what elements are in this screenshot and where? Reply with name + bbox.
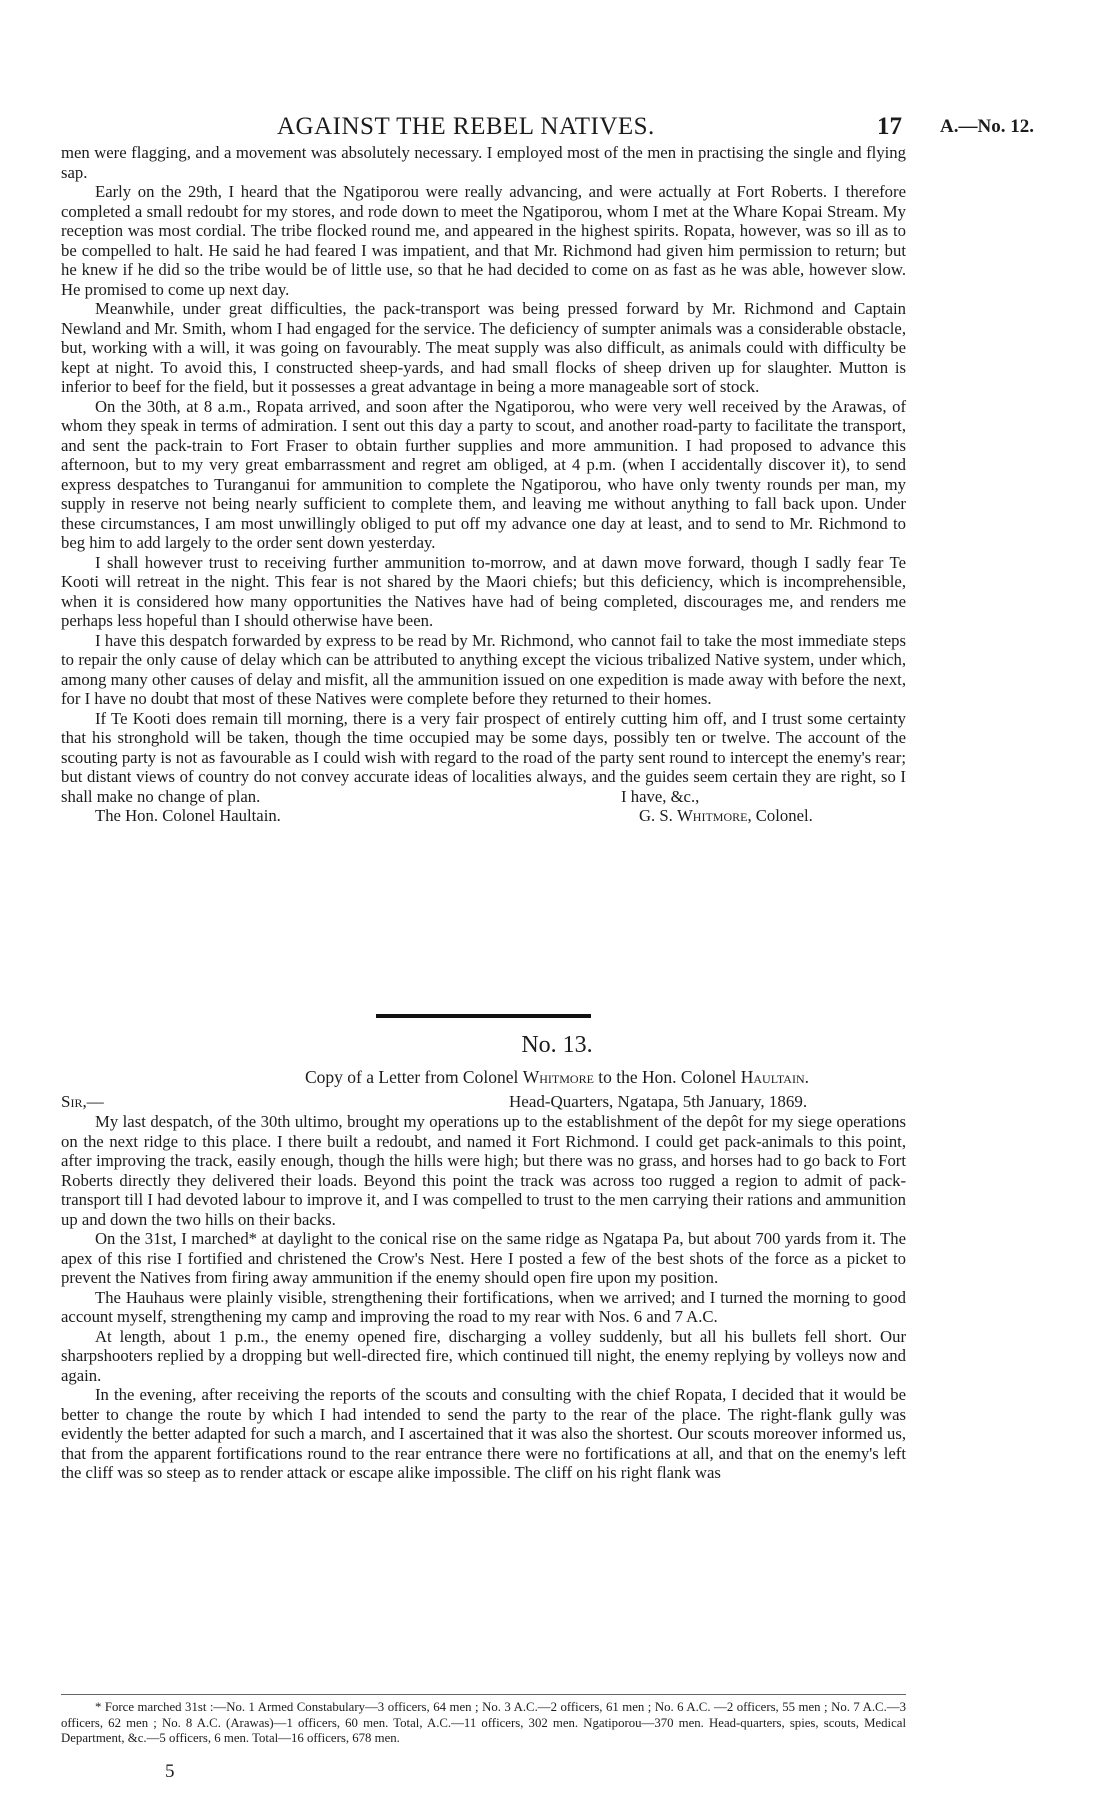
letter-13-paragraph: On the 31st, I marched* at daylight to the conical rise on the same ridge as Ngatapa Pa, but about 700 yards from it. The apex of this rise I fortified and christened the Crow's Nest. Here I posted a few of the best shots of the force as a picket to prevent the Natives from firing away ammunition if the enemy should open fire upon my position. bbox=[61, 1229, 906, 1287]
section-divider bbox=[376, 1014, 591, 1018]
salutation: Sir,— bbox=[61, 1092, 104, 1111]
page-header bbox=[0, 113, 1114, 147]
letter-12-paragraph: Early on the 29th, I heard that the Ngatiporou were really advancing, and were actually at Fort Roberts. I therefore completed a small redoubt for my stores, and rode down to meet the Ngatiporou, whom I met at the Whare Kopai Stream. My reception was most cordial. The tribe flocked round me, and appeared in the highest spirits. Ropata, however, was so ill as to be compelled to halt. He said he had feared I was impatient, and that Mr. Richmond had given him permission to return; but he knew if he did so the tribe would be of little use, so that he had decided to come on as fast as he was able, however slow. He promised to come up next day. bbox=[61, 182, 906, 299]
footnote-text: * Force marched 31st :—No. 1 Armed Constabulary—3 officers, 64 men ; No. 3 A.C.—2 officers, 61 men ; No. 6 A.C. —2 officers, 55 men ; No. 7 A.C.—3 officers, 62 men ; No. 8 A.C. (Arawas)—1 officers, 60 men. Total, A.C.—11 officers, 302 men. Ngatiporou—370 men. Head-quarters, spies, scouts, Medical Department, &c.—5 officers, 6 men. Total—16 officers, 678 men. bbox=[61, 1700, 906, 1745]
running-title: AGAINST THE REBEL NATIVES. bbox=[277, 113, 655, 140]
letter-number-heading: No. 13. bbox=[521, 1032, 593, 1058]
letter-13-paragraph: My last despatch, of the 30th ultimo, brought my operations up to the establishment of the depôt for my siege operations on the next ridge to this place. I there built a redoubt, and named it Fort Richmond. I could get pack-animals to this point, after improving the track, easily enough, though the hills were high; but there was no grass, and horses had to go back to Fort Roberts directly they delivered their loads. Beyond this point the track was across too rugged a region to admit of pack-transport till I had devoted labour to improve it, and I was compelled to trust to the men carrying their rations and ammunition up and down the two hills on their backs. bbox=[61, 1112, 906, 1229]
footnote-rule bbox=[61, 1694, 906, 1695]
sheet-signature-mark: 5 bbox=[165, 1761, 175, 1782]
letter-12-paragraph: I have this despatch forwarded by express to be read by Mr. Richmond, who cannot fail to take the most immediate steps to repair the only cause of delay which can be attributed to anything except the vicious tribalized Native system, under which, among many other causes of delay and misfit, all the ammunition issued on one expedition is made away with before the next, for I have no doubt that most of these Natives were complete before they returned to their homes. bbox=[61, 630, 906, 708]
page-number: 17 bbox=[877, 113, 902, 140]
letter-title-to: Haultain. bbox=[740, 1067, 809, 1087]
letter-title bbox=[0, 1067, 1114, 1088]
letter-13-paragraph: In the evening, after receiving the reports of the scouts and consulting with the chief Ropata, I decided that it would be better to change the route by which I had intended to send the party to the rear of the place. The right-flank gully was evidently the better adapted for such a march, and I ascertained that it was also the shortest. Our scouts moreover informed us, that from the apparent fortifications round to the rear entrance there were no fortifications at all, and that on the enemy's left the cliff was so steep as to render attack or escape alike impossible. The cliff on his right flank was bbox=[61, 1385, 906, 1482]
dateline: Head-Quarters, Ngatapa, 5th January, 1869. bbox=[509, 1092, 808, 1111]
letter-13-paragraph: At length, about 1 p.m., the enemy opened fire, discharging a volley suddenly, but all his bullets fell short. Our sharpshooters replied by a dropping but well-directed fire, which continued till night, the enemy replying by volleys now and again. bbox=[61, 1326, 906, 1385]
footnote bbox=[61, 1700, 906, 1747]
letter-title-middle: to the Hon. Colonel bbox=[598, 1067, 737, 1087]
signature-initials: G. S. bbox=[639, 806, 673, 825]
letter-title-prefix: Copy of a Letter from Colonel bbox=[305, 1067, 519, 1087]
letter-12-paragraph: Meanwhile, under great difficulties, the pack-transport was being pressed forward by Mr. Richmond and Captain Newland and Mr. Smith, whom I had engaged for the service. The deficiency of sumpter animals was a considerable obstacle, but, working with a will, it was going on favourably. The meat supply was also difficult, as animals could with difficulty be kept at night. To avoid this, I constructed sheep-yards, and had small flocks of sheep driven up for slaughter. Mutton is inferior to beef for the field, but it possesses a great advantage in being a more manageable sort of stock. bbox=[61, 299, 906, 396]
signature-name: Whitmore, bbox=[677, 806, 752, 825]
letter-12-paragraph: If Te Kooti does remain till morning, there is a very fair prospect of entirely cutting him off, and I trust some certainty that his stronghold will be taken, though the time occupied may be some days, possibly ten or twelve. The account of the scouting party is not as favourable as I could wish with regard to the road of the party sent round to intercept the enemy's rear; but distant views of country do not convey accurate ideas of localities always, and the guides seem certain they are right, so I shall make no change of plan. bbox=[61, 708, 906, 806]
letter-12-paragraph: I shall however trust to receiving further ammunition to-morrow, and at dawn move forward, though I sadly fear Te Kooti will retreat in the night. This fear is not shared by the Maori chiefs; but this deficiency, which is incomprehensible, when it is considered how many opportunities the Natives have had of being completed, discourages me, and renders me perhaps less hopeful than I should otherwise have been. bbox=[61, 552, 906, 630]
letter-title-from: Whitmore bbox=[522, 1067, 594, 1087]
letter-13-paragraph: The Hauhaus were plainly visible, strengthening their fortifications, when we arrived; and I turned the morning to good account myself, strengthening my camp and improving the road to my rear with Nos. 6 and 7 A.C. bbox=[61, 1287, 906, 1326]
letter-12-body bbox=[61, 143, 906, 826]
letter-12-paragraph: men were flagging, and a movement was absolutely necessary. I employed most of the men in practising the single and flying sap. bbox=[61, 143, 906, 182]
signature-block bbox=[61, 786, 906, 826]
closing: I have, &c., bbox=[621, 786, 700, 806]
letter-12-paragraph: On the 30th, at 8 a.m., Ropata arrived, and soon after the Ngatiporou, who were very well received by the Arawas, of whom they speak in terms of admiration. I sent out this day a party to scout, and another road-party to facilitate the transport, and sent the pack-train to Fort Fraser to obtain further supplies and more ammunition. I had proposed to advance this afternoon, but to my very great embarrassment and regret am obliged, at 4 p.m. (when I accidentally discover it), to send express despatches to Turanganui for ammunition to complete the Ngatiporou, who have only twenty rounds per man, my supply in reserve not being nearly sufficient to complete them, and leaving me without anything to fall back upon. Under these circumstances, I am most unwillingly obliged to put off my advance one day at least, and to send to Mr. Richmond to beg him to add largely to the order sent down yesterday. bbox=[61, 396, 906, 552]
addressee: The Hon. Colonel Haultain. bbox=[95, 806, 281, 825]
signature-rank: Colonel. bbox=[755, 806, 813, 825]
signature bbox=[639, 806, 813, 826]
document-reference: A.—No. 12. bbox=[940, 116, 1034, 137]
letter-13-body bbox=[61, 1112, 906, 1483]
